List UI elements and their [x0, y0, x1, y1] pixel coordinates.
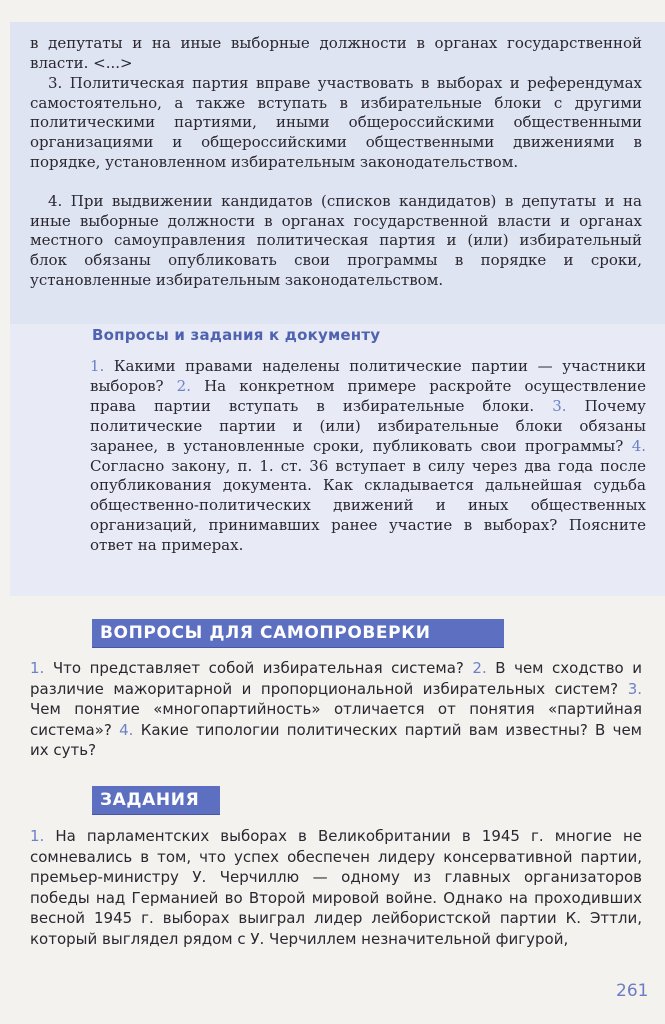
question-number: 3. — [552, 396, 567, 415]
question-number: 1. — [30, 659, 45, 677]
task-number: 1. — [30, 827, 45, 845]
question-number: 2. — [472, 659, 487, 677]
question-number: 2. — [176, 376, 191, 395]
document-questions-text — [90, 357, 646, 556]
question-text: Чем понятие «многопартийность» отличается от понятия «партийная система»? — [30, 700, 642, 739]
task-1-text — [30, 826, 642, 950]
self-check-text — [30, 658, 642, 761]
question-number: 3. — [627, 679, 642, 698]
document-para-3: 3. Политическая партия вправе участвовать в выборах и референдумах самостоятельно, а также вступать в избирательные блоки с другими политическими партиями, иными общероссийскими общественными организациями и общероссийскими общественными движениями в порядке, установленном избирательным законодательством. — [30, 74, 642, 171]
question-text: Согласно закону, п. 1. ст. 36 вступает в силу через два года после опубликования документа. Как складывается дальнейшая судьба общественно-политических движений и иных общественных организаций, принимавших ранее участие в выборах? Поясните ответ на примерах. — [90, 456, 646, 555]
question-text: В чем сходство и различие мажоритарной и пропорциональной избирательных систем? — [30, 659, 642, 698]
question-text: Что представляет собой избирательная система? — [44, 659, 473, 677]
question-text: Почему политические партии и (или) избирательные блоки обязаны заранее, в установленные сроки, публиковать свои программы? — [90, 396, 646, 455]
page-number: 261 — [616, 981, 649, 1001]
question-text: Какие типологии политических партий вам известны? В чем их суть? — [30, 720, 642, 760]
task-text: На парламентских выборах в Великобритании в 1945 г. многие не сомневались в том, что успех обеспечен лидеру консервативной партии, премьер-министру У. Черчиллю — одному из главных организаторов победы над Германией во Второй мировой войне. Однако на проходивших весной 1945 г. выборах выиграл лидер лейбористской партии К. Эттли, который выглядел рядом с У. Черчиллем незначительной фигурой, — [30, 827, 642, 948]
document-questions-heading: Вопросы и задания к документу — [92, 326, 381, 344]
tasks-banner: ЗАДАНИЯ — [92, 786, 220, 814]
document-line-1: в депутаты и на иные выборные должности в органах государственной власти. <...> — [30, 34, 642, 72]
self-check-banner: ВОПРОСЫ ДЛЯ САМОПРОВЕРКИ — [92, 619, 504, 647]
question-text: На конкретном примере раскройте осуществление права партии вступать в избирательные блоки. — [90, 376, 646, 415]
document-para-4: 4. При выдвижении кандидатов (списков кандидатов) в депутаты и на иные выборные должности в органах государственной власти и органах местного самоуправления политическая партия и (или) избирательный блок обязаны опубликовать свои программы в порядке и сроки, установленные избирательным законодательством. — [30, 192, 642, 289]
question-number: 4. — [631, 436, 646, 455]
question-number: 1. — [90, 357, 105, 375]
question-number: 4. — [119, 720, 134, 739]
question-text: Какими правами наделены политические партии — участники выборов? — [90, 357, 646, 395]
